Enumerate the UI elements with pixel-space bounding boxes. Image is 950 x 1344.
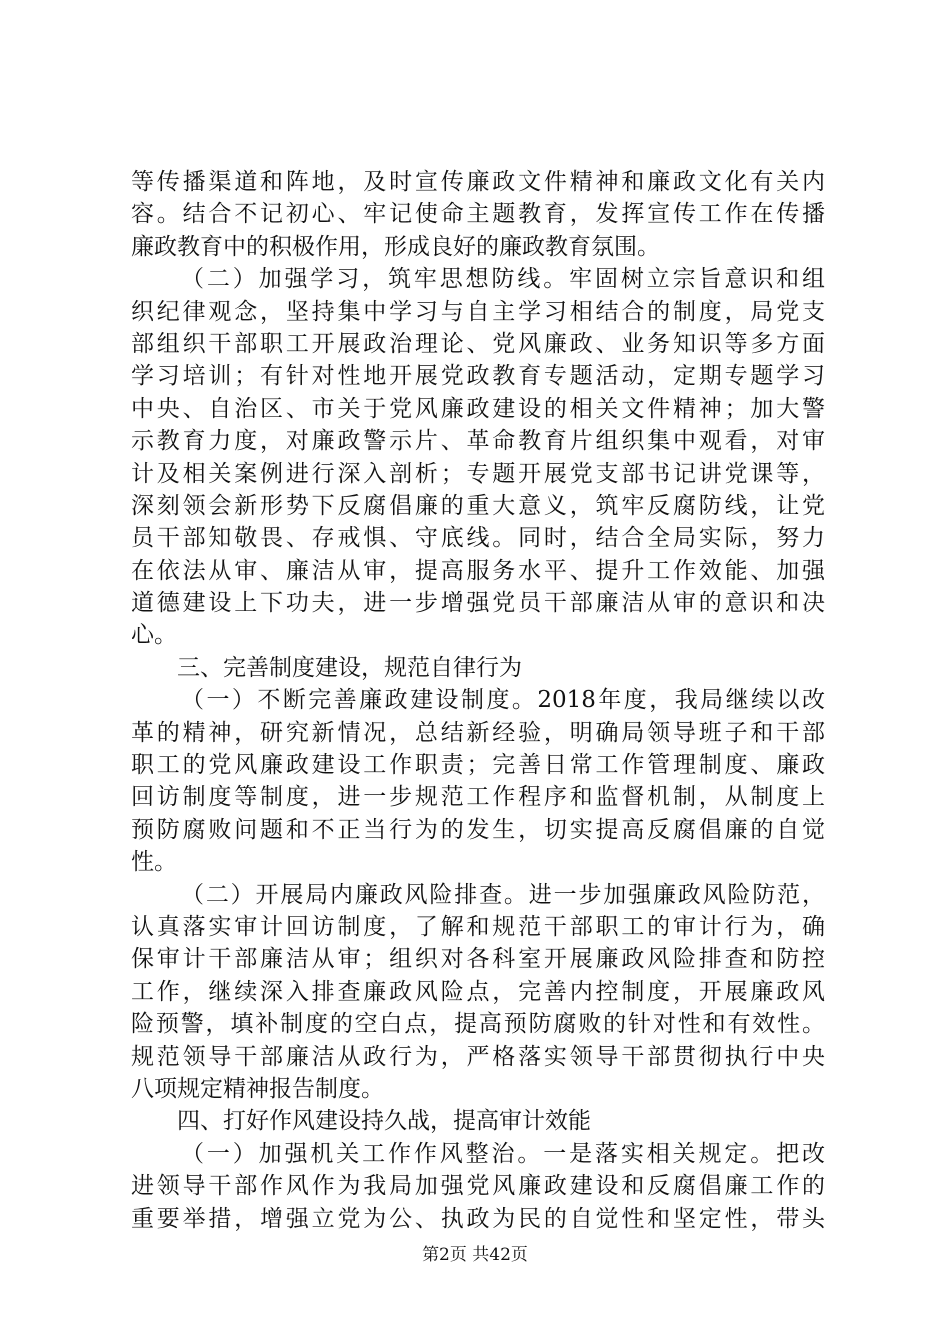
text-line: 容。结合不记初心、牢记使命主题教育，发挥宣传工作在传播: [131, 201, 825, 228]
text-line: 性。: [131, 849, 177, 876]
text-line: 示教育力度，对廉政警示片、革命教育片组织集中观看，对审: [131, 428, 825, 455]
text-line: 等传播渠道和阵地，及时宣传廉政文件精神和廉政文化有关内: [131, 169, 825, 195]
text-line: （一）加强机关工作作风整治。一是落实相关规定。把改: [181, 1140, 825, 1167]
text-line: 学习培训；有针对性地开展党政教育专题活动，定期专题学习: [131, 363, 825, 390]
text-line: 员干部知敬畏、存戒惧、守底线。同时，结合全局实际，努力: [131, 525, 825, 552]
text-line: （二）加强学习，筑牢思想防线。牢固树立宗旨意识和组: [181, 266, 825, 293]
text-line: 预防腐败问题和不正当行为的发生，切实提高反腐倡廉的自觉: [131, 816, 825, 843]
body-text: [131, 166, 825, 1235]
text-line: 八项规定精神报告制度。: [131, 1075, 384, 1102]
text-line: 部组织干部职工开展政治理论、党风廉政、业务知识等多方面: [131, 330, 825, 357]
text-line: 重要举措，增强立党为公、执政为民的自觉性和坚定性，带头: [131, 1205, 825, 1232]
text-line: 回访制度等制度，进一步规范工作程序和监督机制，从制度上: [131, 784, 825, 811]
text-line: 道德建设上下功夫，进一步增强党员干部廉洁从审的意识和决: [131, 590, 825, 617]
text-line: 织纪律观念，坚持集中学习与自主学习相结合的制度，局党支: [131, 298, 825, 325]
section-heading: 三、完善制度建设，规范自律行为: [177, 654, 522, 681]
section-heading: 四、打好作风建设持久战，提高审计效能: [177, 1108, 591, 1135]
text-line: 在依法从审、廉洁从审，提高服务水平、提升工作效能、加强: [131, 557, 825, 584]
text-line: 险预警，填补制度的空白点，提高预防腐败的针对性和有效性。: [131, 1011, 825, 1038]
text-line: 深刻领会新形势下反腐倡廉的重大意义，筑牢反腐防线，让党: [131, 492, 825, 519]
text-line: 廉政教育中的积极作用，形成良好的廉政教育氛围。: [131, 233, 660, 260]
text-line: 中央、自治区、市关于党风廉政建设的相关文件精神；加大警: [131, 395, 825, 422]
text-line: 进领导干部作风作为我局加强党风廉政建设和反腐倡廉工作的: [131, 1173, 825, 1200]
text-line: 职工的党风廉政建设工作职责；完善日常工作管理制度、廉政: [131, 752, 825, 779]
text-line: 心。: [131, 622, 177, 649]
text-line: 认真落实审计回访制度，了解和规范干部职工的审计行为，确: [131, 913, 825, 940]
text-line: 计及相关案例进行深入剖析；专题开展党支部书记讲党课等，: [131, 460, 825, 487]
text-line: 规范领导干部廉洁从政行为，严格落实领导干部贯彻执行中央: [131, 1043, 825, 1070]
text-line: （二）开展局内廉政风险排查。进一步加强廉政风险防范，: [181, 881, 825, 908]
text-line: 保审计干部廉洁从审；组织对各科室开展廉政风险排查和防控: [131, 946, 825, 973]
page-footer: 第2页 共42页: [422, 1245, 528, 1265]
text-line: 工作，继续深入排查廉政风险点，完善内控制度，开展廉政风: [131, 978, 825, 1005]
text-line: （一）不断完善廉政建设制度。2018年度，我局继续以改: [181, 687, 825, 714]
text-line: 革的精神，研究新情况，总结新经验，明确局领导班子和干部: [131, 719, 825, 746]
